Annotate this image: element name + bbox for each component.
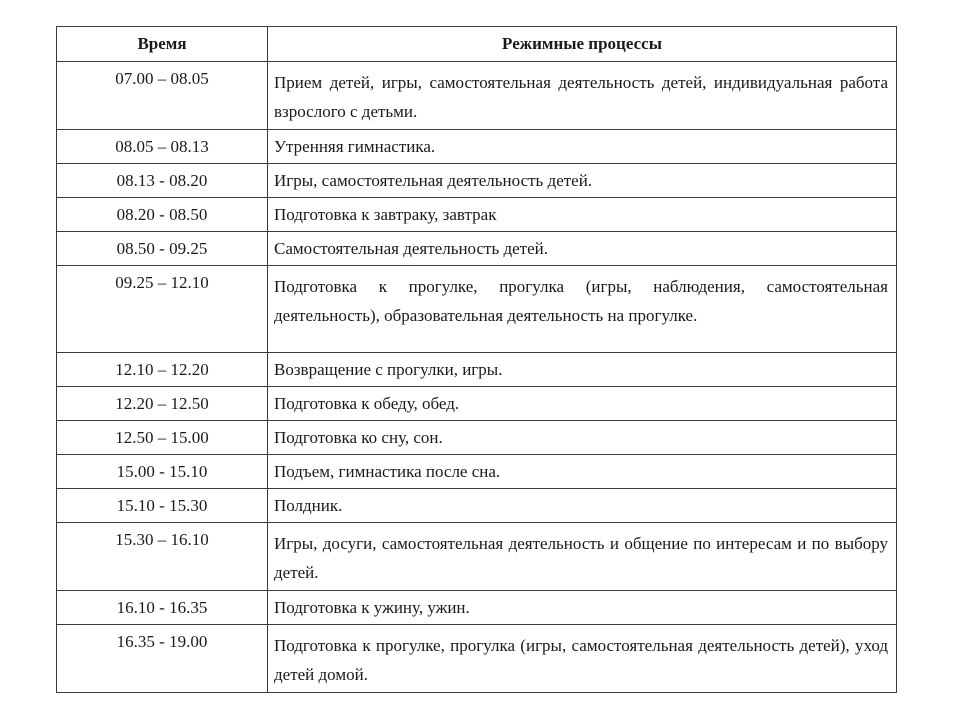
table-row bbox=[57, 523, 897, 591]
table-row bbox=[57, 591, 897, 625]
table-row bbox=[57, 387, 897, 421]
time-cell: 08.13 - 08.20 bbox=[57, 164, 268, 198]
time-cell: 15.30 – 16.10 bbox=[57, 523, 268, 591]
header-row bbox=[57, 27, 897, 62]
time-cell: 15.10 - 15.30 bbox=[57, 489, 268, 523]
table-row bbox=[57, 62, 897, 130]
process-cell: Подготовка ко сну, сон. bbox=[268, 421, 897, 455]
table-row bbox=[57, 164, 897, 198]
time-cell: 16.10 - 16.35 bbox=[57, 591, 268, 625]
process-cell: Самостоятельная деятельность детей. bbox=[268, 232, 897, 266]
time-cell: 08.50 - 09.25 bbox=[57, 232, 268, 266]
table-row bbox=[57, 625, 897, 693]
table-row bbox=[57, 353, 897, 387]
process-cell: Подготовка к прогулке, прогулка (игры, самостоятельная деятельность детей), уход детей домой. bbox=[268, 625, 897, 693]
table-row bbox=[57, 421, 897, 455]
time-cell: 12.20 – 12.50 bbox=[57, 387, 268, 421]
table-row bbox=[57, 198, 897, 232]
time-cell: 12.10 – 12.20 bbox=[57, 353, 268, 387]
process-cell: Возвращение с прогулки, игры. bbox=[268, 353, 897, 387]
process-cell: Подготовка к обеду, обед. bbox=[268, 387, 897, 421]
time-cell: 07.00 – 08.05 bbox=[57, 62, 268, 130]
time-cell: 16.35 - 19.00 bbox=[57, 625, 268, 693]
time-cell: 12.50 – 15.00 bbox=[57, 421, 268, 455]
table-row bbox=[57, 455, 897, 489]
header-process: Режимные процессы bbox=[268, 27, 897, 62]
process-cell: Полдник. bbox=[268, 489, 897, 523]
time-cell: 08.20 - 08.50 bbox=[57, 198, 268, 232]
time-cell: 09.25 – 12.10 bbox=[57, 266, 268, 353]
process-cell: Подготовка к прогулке, прогулка (игры, наблюдения, самостоятельная деятельность), образовательная деятельность на прогулке. bbox=[268, 266, 897, 353]
process-cell: Подготовка к завтраку, завтрак bbox=[268, 198, 897, 232]
header-time: Время bbox=[57, 27, 268, 62]
schedule-table bbox=[56, 26, 897, 693]
process-cell: Утренняя гимнастика. bbox=[268, 130, 897, 164]
table-row bbox=[57, 266, 897, 353]
time-cell: 15.00 - 15.10 bbox=[57, 455, 268, 489]
time-cell: 08.05 – 08.13 bbox=[57, 130, 268, 164]
process-cell: Подготовка к ужину, ужин. bbox=[268, 591, 897, 625]
process-cell: Игры, самостоятельная деятельность детей. bbox=[268, 164, 897, 198]
process-cell: Подъем, гимнастика после сна. bbox=[268, 455, 897, 489]
table-row bbox=[57, 489, 897, 523]
table-row bbox=[57, 232, 897, 266]
table-row bbox=[57, 130, 897, 164]
process-cell: Игры, досуги, самостоятельная деятельность и общение по интересам и по выбору детей. bbox=[268, 523, 897, 591]
process-cell: Прием детей, игры, самостоятельная деятельность детей, индивидуальная работа взрослого с детьми. bbox=[268, 62, 897, 130]
